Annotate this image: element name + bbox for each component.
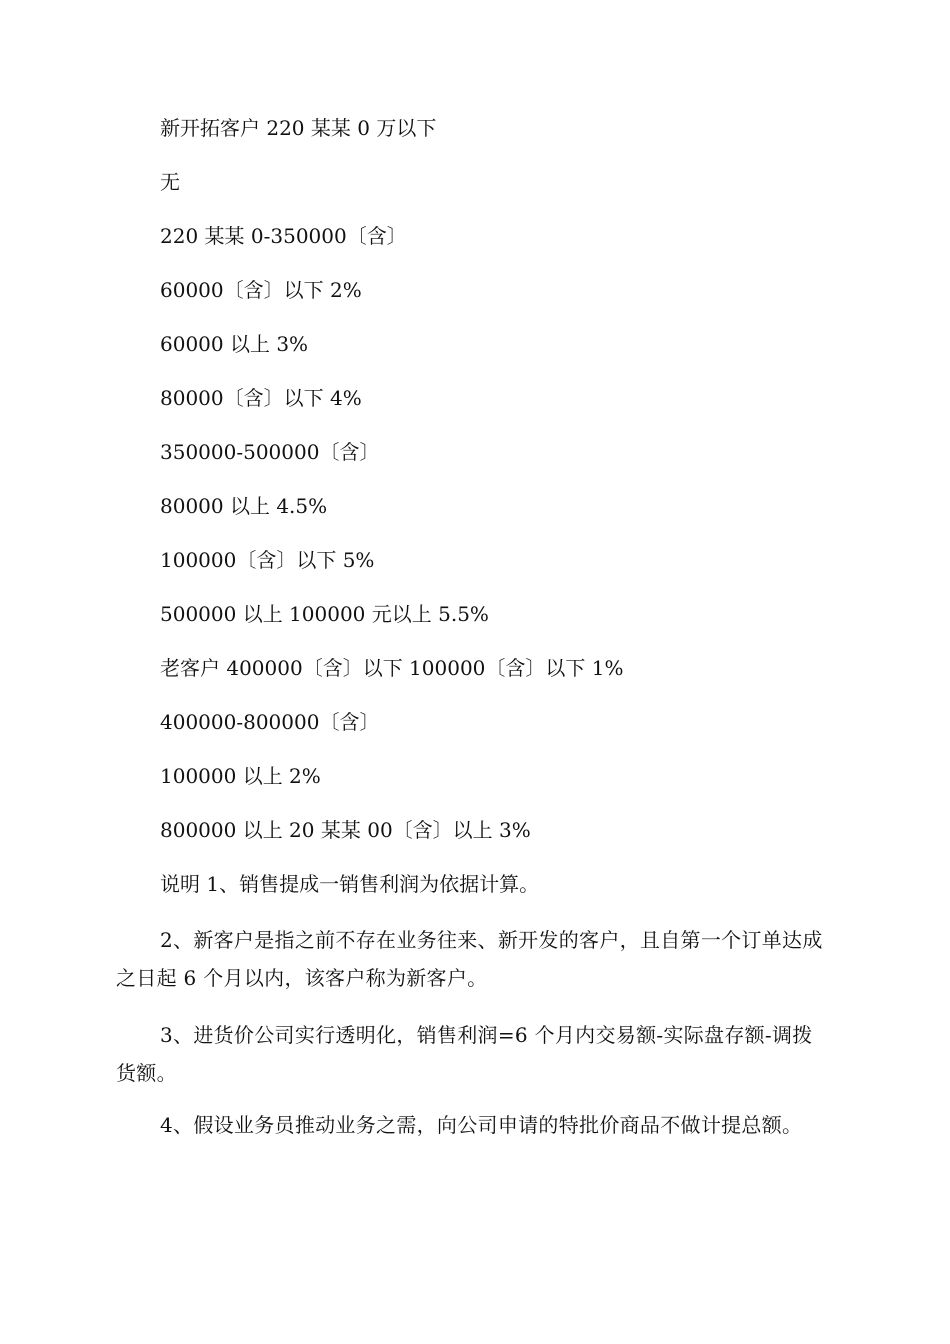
note-paragraph-4: 4、假设业务员推动业务之需，向公司申请的特批价商品不做计提总额。 bbox=[160, 1113, 803, 1137]
line-range-1: 220 某某 0-350000〔含〕 bbox=[160, 224, 407, 248]
line-rate-7: 100000 以上 2% bbox=[160, 764, 321, 788]
line-range-3: 400000-800000〔含〕 bbox=[160, 710, 380, 734]
line-range-2: 350000-500000〔含〕 bbox=[160, 440, 380, 464]
line-old-customer-header: 老客户 400000〔含〕以下 100000〔含〕以下 1% bbox=[160, 656, 624, 680]
line-rate-8: 800000 以上 20 某某 00〔含〕以上 3% bbox=[160, 818, 531, 842]
line-rate-4: 80000 以上 4.5% bbox=[160, 494, 328, 518]
line-rate-2: 60000 以上 3% bbox=[160, 332, 309, 356]
line-rate-5: 100000〔含〕以下 5% bbox=[160, 548, 375, 572]
line-none: 无 bbox=[160, 170, 180, 194]
line-rate-3: 80000〔含〕以下 4% bbox=[160, 386, 362, 410]
line-new-customer-header: 新开拓客户 220 某某 0 万以下 bbox=[160, 116, 437, 140]
line-rate-1: 60000〔含〕以下 2% bbox=[160, 278, 362, 302]
note-paragraph-2: 2、新客户是指之前不存在业务往来、新开发的客户，且自第一个订单达成之日起 6 个月以内，该客户称为新客户。 bbox=[116, 928, 823, 990]
line-rate-6: 500000 以上 100000 元以上 5.5% bbox=[160, 602, 489, 626]
line-note-1: 说明 1、销售提成一销售利润为依据计算。 bbox=[160, 872, 540, 896]
note-paragraph-3: 3、进货价公司实行透明化，销售利润=6 个月内交易额-实际盘存额-调拨货额。 bbox=[116, 1023, 813, 1085]
